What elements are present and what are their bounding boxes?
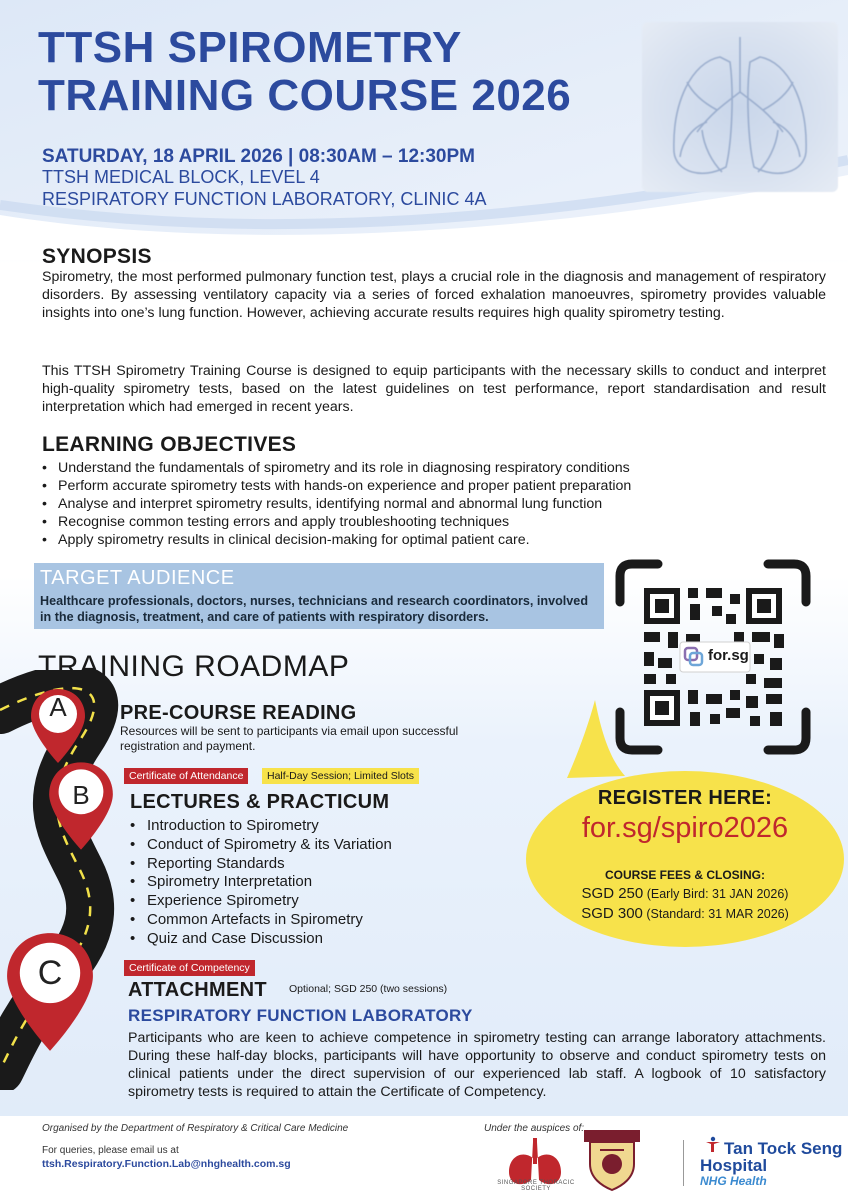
list-item: • Analyse and interpret spirometry results, identifying normal and abnormal lung function (42, 495, 742, 513)
step-b-title: LECTURES & PRACTICUM (130, 791, 390, 813)
ttsh-name-line-1: Tan Tock Seng (724, 1139, 843, 1158)
list-item: • Spirometry Interpretation (130, 873, 392, 892)
registration-link[interactable]: for.sg/spiro2026 (581, 812, 789, 844)
list-item: • Experience Spirometry (130, 892, 392, 911)
list-item: • Understand the fundamentals of spirometry and its role in diagnosing respiratory conditions (42, 459, 742, 477)
objectives-list (42, 459, 742, 549)
ttsh-group-name: NHG Health (700, 1174, 767, 1188)
event-date-time: SATURDAY, 18 APRIL 2026 | 08:30AM – 12:30PM (42, 146, 476, 167)
list-item: • Quiz and Case Discussion (130, 930, 392, 949)
contact-email-link[interactable]: ttsh.Respiratory.Function.Lab@nhghealth.com.sg (42, 1158, 291, 1170)
step-c-subtitle: RESPIRATORY FUNCTION LABORATORY (128, 1006, 473, 1025)
objectives-heading: LEARNING OBJECTIVES (42, 433, 297, 456)
step-a-title: PRE-COURSE READING (120, 702, 357, 724)
step-c-description: Participants who are keen to achieve competence in spirometry testing can arrange laboratory attachments. During these half-day blocks, participants will have opportunity to observe and conduct spirometry tests on clinical patients under the direct supervision of our experienced lab staff. A logbook of 10 satisfactory spirometry tests is required to attain the Certificate of Competency. (128, 1030, 826, 1100)
roadmap-heading: TRAINING ROADMAP (38, 650, 350, 683)
event-location-line-1: TTSH MEDICAL BLOCK, LEVEL 4 (42, 167, 320, 187)
list-item: • Perform accurate spirometry tests with hands-on experience and proper patient preparation (42, 477, 742, 495)
step-a-description-line-1: Resources will be sent to participants via email upon successful (120, 724, 459, 738)
registration-qr-code[interactable] (614, 558, 812, 756)
title-line-1: TTSH SPIROMETRY (38, 23, 462, 72)
fee-early-bird (525, 885, 845, 902)
fee-early-bird-note: (Early Bird: 31 JAN 2026) (643, 887, 789, 901)
fees-heading: COURSE FEES & CLOSING: (604, 868, 765, 882)
ttsh-logo-icon (704, 1136, 722, 1154)
sts-name: SINGAPORE THORACIC SOCIETY (497, 1180, 575, 1192)
register-heading: REGISTER HERE: (597, 787, 773, 809)
step-a-description-line-2: registration and payment. (120, 739, 256, 753)
attachment-note: Optional; SGD 250 (two sessions) (289, 983, 448, 995)
college-crest-icon (582, 1128, 642, 1192)
target-audience-box (34, 563, 604, 629)
target-audience-heading: TARGET AUDIENCE (40, 567, 235, 589)
synopsis-heading: SYNOPSIS (42, 245, 152, 268)
page-title (38, 24, 638, 120)
certificate-attendance-tag: Certificate of Attendance (124, 768, 248, 784)
queries-text: For queries, please email us at (42, 1145, 179, 1156)
synopsis-paragraph-1: Spirometry, the most performed pulmonary function test, plays a crucial role in the diagnosis and management of respiratory disorders. By assessing ventilatory capacity via a series of forced exhalation manoeuvres, spirometry provides valuable insights into one’s lung function. However, achieving accurate results requires high quality spirometry testing. (42, 269, 826, 321)
footer-divider (683, 1140, 684, 1186)
list-item: • Reporting Standards (130, 855, 392, 874)
step-c-letter: C (37, 954, 63, 992)
event-location-line-2: RESPIRATORY FUNCTION LABORATORY, CLINIC 4A (42, 189, 487, 209)
list-item: • Common Artefacts in Spirometry (130, 911, 392, 930)
title-line-2: TRAINING COURSE 2026 (38, 71, 572, 120)
list-item: • Recognise common testing errors and apply troubleshooting techniques (42, 513, 742, 531)
auspices-text: Under the auspices of: (484, 1123, 585, 1134)
lungs-illustration (642, 22, 838, 192)
target-audience-text: Healthcare professionals, doctors, nurses, technicians and research coordinators, involved in the diagnosis, treatment, and care of patients with respiratory disorders. (40, 594, 589, 624)
lectures-list (130, 817, 392, 949)
list-item: • Apply spirometry results in clinical decision-making for optimal patient care. (42, 531, 742, 549)
list-item: • Introduction to Spirometry (130, 817, 392, 836)
qr-label: for.sg (708, 647, 749, 664)
ttsh-name-line-2: Hospital (700, 1156, 768, 1175)
lungs-icon (642, 22, 838, 192)
step-c-title: ATTACHMENT (128, 979, 267, 1001)
synopsis-paragraph-2: This TTSH Spirometry Training Course is designed to equip participants with the necessary skills to conduct and interpret high-quality spirometry tests, based on the latest guidelines on test performance, report standardisation and result interpretation which had emerged in recent years. (42, 363, 826, 415)
organiser-text: Organised by the Department of Respiratory & Critical Care Medicine (42, 1123, 349, 1134)
step-a-letter: A (49, 692, 67, 722)
fee-standard-amount: SGD 300 (581, 905, 643, 922)
fee-early-bird-amount: SGD 250 (581, 885, 644, 902)
list-item: • Conduct of Spirometry & its Variation (130, 836, 392, 855)
half-day-session-tag: Half-Day Session; Limited Slots (262, 768, 419, 784)
fee-standard-note: (Standard: 31 MAR 2026) (642, 907, 789, 921)
fee-standard (525, 905, 845, 922)
step-b-letter: B (72, 780, 90, 810)
certificate-competency-tag: Certificate of Competency (124, 960, 255, 976)
